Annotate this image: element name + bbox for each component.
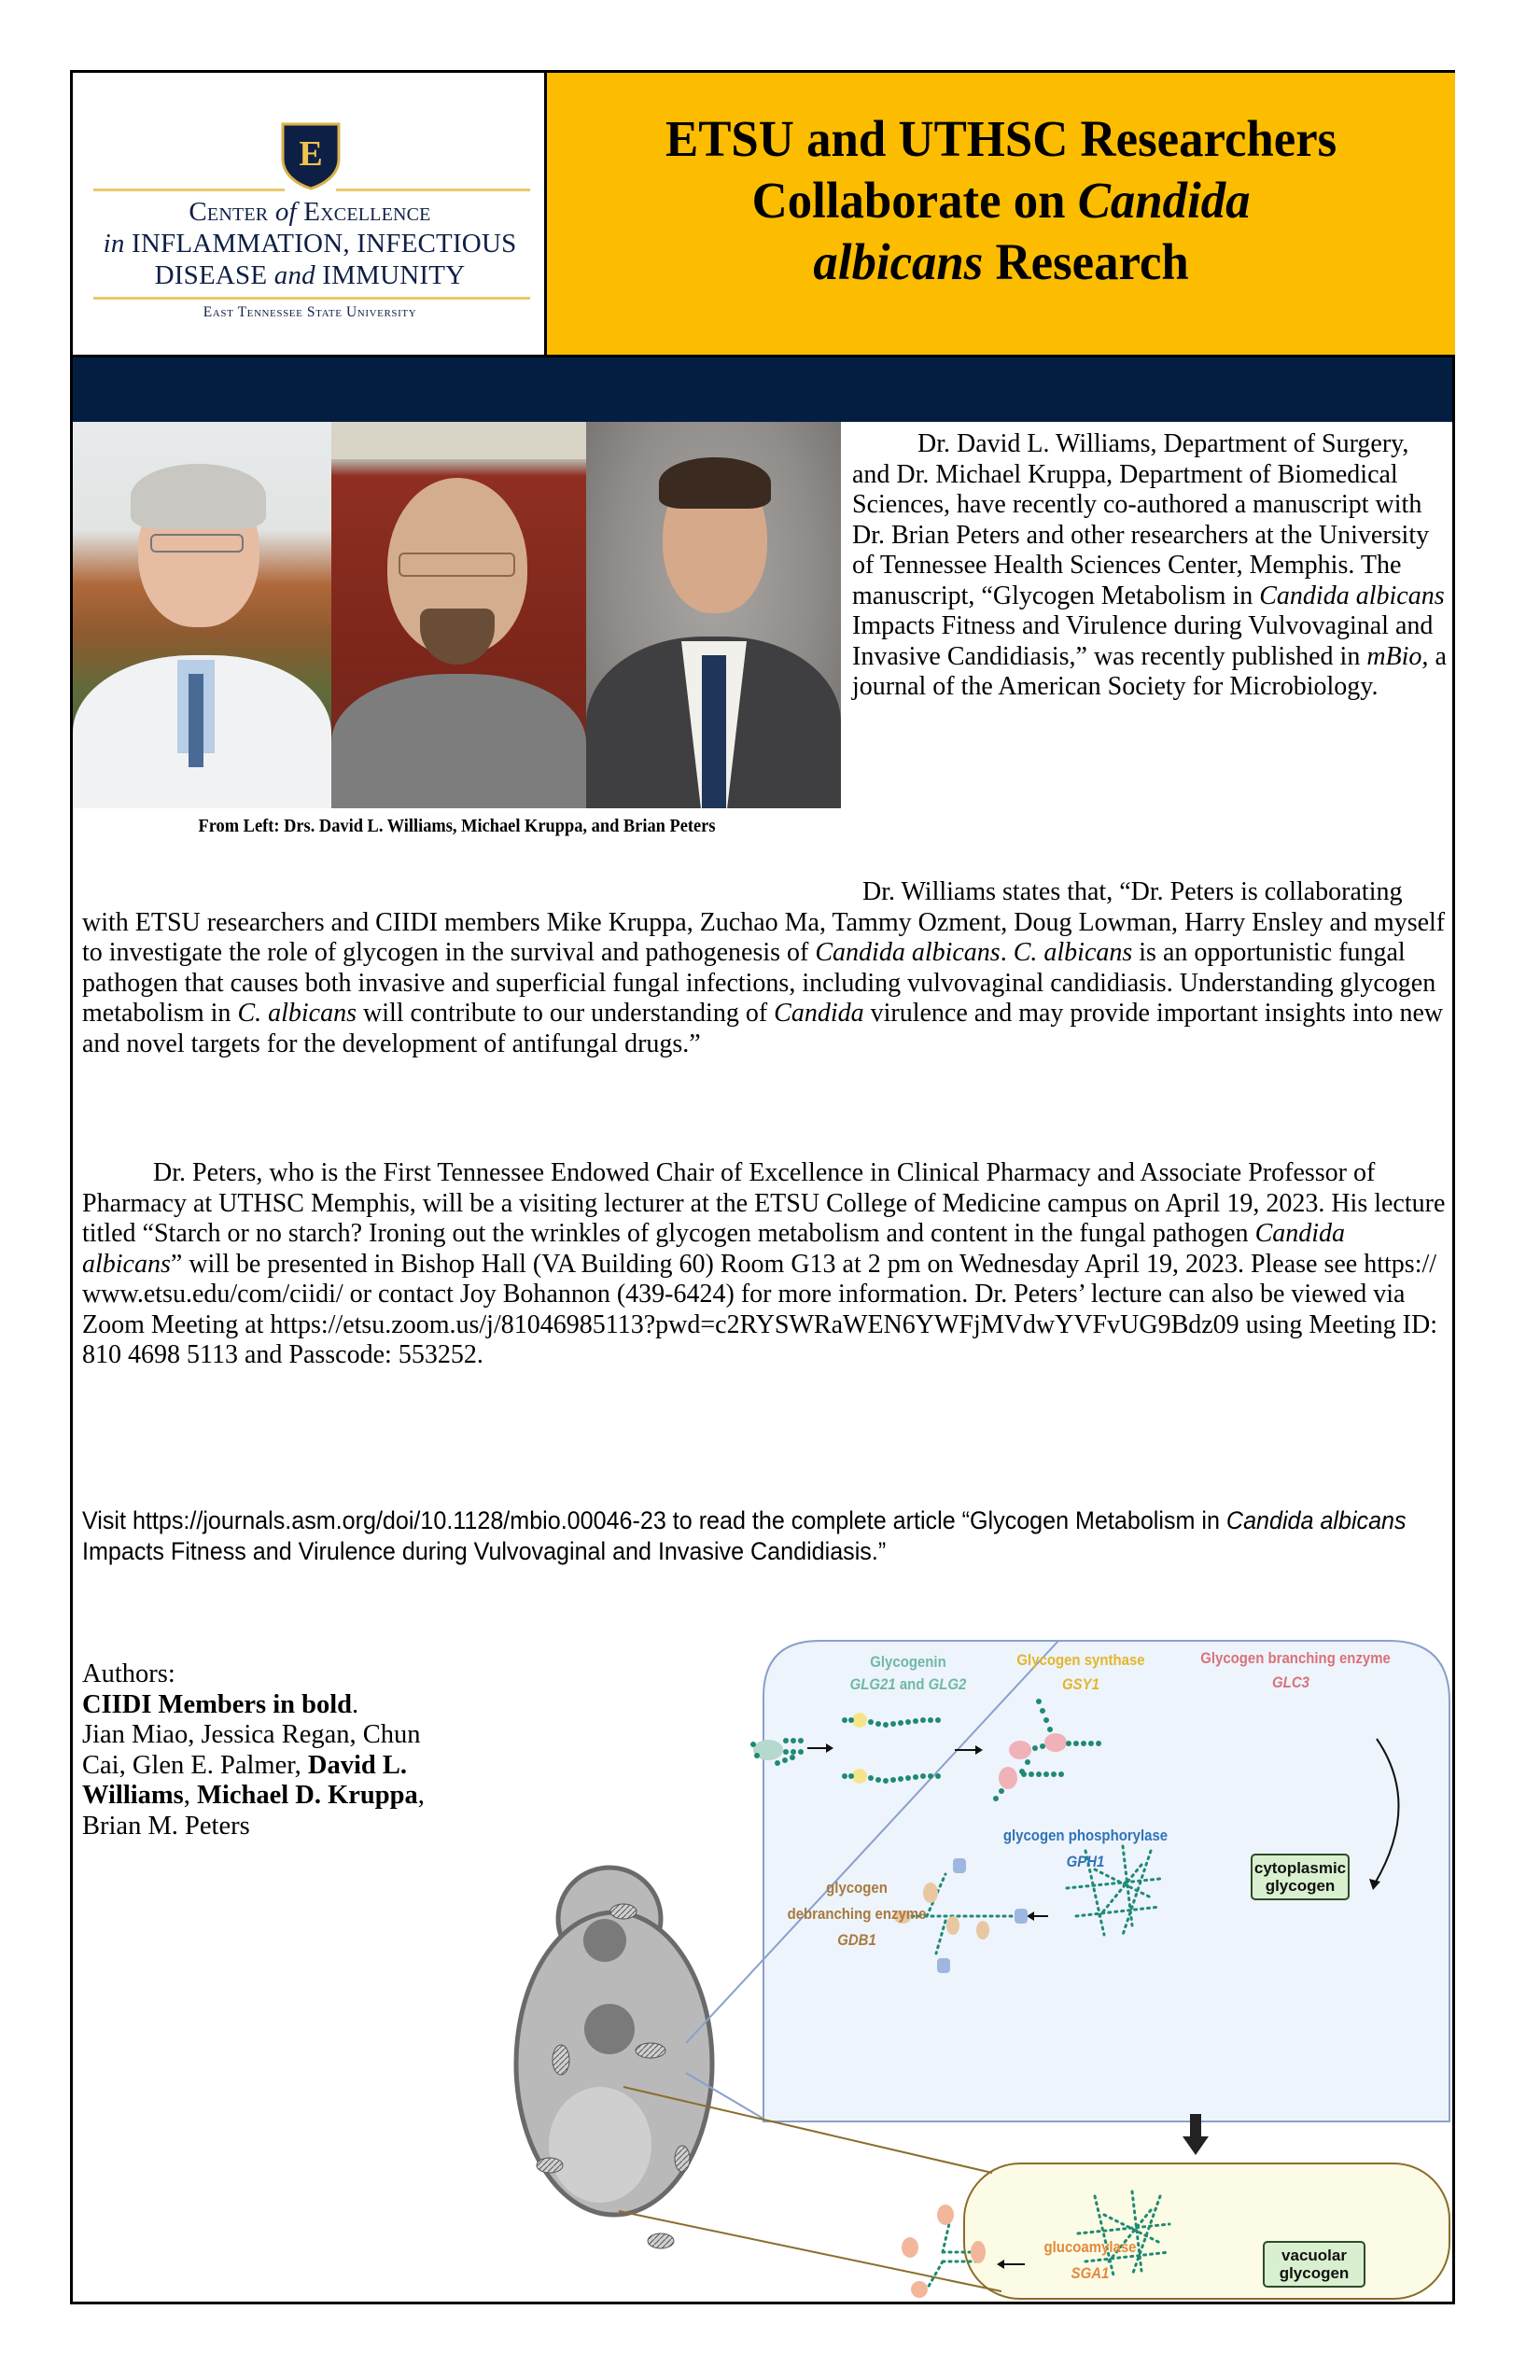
label-glycogenin-genes: GLG21 and GLG2 bbox=[849, 1675, 967, 1693]
navy-divider-band bbox=[73, 355, 1452, 422]
article-link-paragraph: Visit https://journals.asm.org/doi/10.1128/mbio.00046-23 to read the complete article “Glycogen Metabolism in Candida albicans Impacts Fitness and Virulence during Vulvovaginal and Invasive Candidiasis.” bbox=[82, 1506, 1407, 1565]
label-branching-enzyme: Glycogen branching enzyme bbox=[1200, 1649, 1391, 1667]
headline: ETSU and UTHSC Researchers Collaborate on Candida albicans Research bbox=[665, 110, 1337, 290]
label-gdb1: GDB1 bbox=[837, 1931, 876, 1949]
label-glc3: GLC3 bbox=[1272, 1673, 1309, 1691]
label-gsy1: GSY1 bbox=[1062, 1675, 1099, 1693]
cytoplasmic-glycogen-label: cytoplasmic glycogen bbox=[1251, 1854, 1350, 1900]
lecture-announcement-paragraph: Dr. Peters, who is the First Tennessee Endowed Chair of Excellence in Clinical Pharmacy and Associate Professor of Pharmacy at UTHSC Memphis, will be a visiting lecturer at the ETSU College of Medicine campus on April 19, 2023. His lecture titled “Starch or no starch? Ironing out the wrinkles of glycogen metabolism and content in the fungal pathogen Candida albicans” will be presented in Bishop Hall (VA Building 60) Room G13 at 2 pm on Wednesday April 19, 2023. Please see https://​www.etsu.edu/com/ciidi/ or contact Joy Bohannon (439-6424) for more information. Dr. Peters’ lecture can also be viewed via Zoom Meeting at https://etsu.zoom.us/j/81046985113?​pwd=c2RYSWRaWEN6YWFjMVdwYVFvUG9Bdz09 using Meeting ID: 810 4698 5113 and Passcode: 553252. bbox=[82, 1158, 1446, 1369]
logo-rule-right bbox=[336, 189, 530, 191]
authors-list bbox=[82, 1659, 465, 1841]
headline-banner bbox=[547, 73, 1455, 355]
authors-names: Jian Miao, Jessica Regan, Chun Cai, Glen E. Palmer, David L. Williams, Michael D. Kruppa, Brian M. Peters bbox=[82, 1720, 425, 1841]
label-gph1: GPH1 bbox=[1066, 1853, 1105, 1870]
vacuolar-glycogen-label: vacuolar glycogen bbox=[1263, 2241, 1365, 2288]
label-glycogen-synthase: Glycogen synthase bbox=[1016, 1651, 1145, 1669]
authors-note: CIIDI Members in bold. bbox=[82, 1689, 359, 1719]
researcher-photos bbox=[73, 422, 841, 808]
ciidi-logo bbox=[73, 73, 547, 355]
logo-rule-left bbox=[93, 189, 285, 191]
logo-rule-bottom bbox=[93, 297, 530, 300]
label-glycogen-debranching-2: debranching enzyme bbox=[787, 1905, 927, 1923]
etsu-shield-icon bbox=[280, 121, 342, 190]
photo-brian-peters bbox=[586, 422, 841, 808]
figure-graphics bbox=[441, 1617, 1454, 2303]
williams-quote-paragraph: Dr. Williams states that, “Dr. Peters is collaborating with ETSU researchers and CIIDI members Mike Kruppa, Zuchao Ma, Tammy Ozment, Doug Lowman, Harry Ensley and myself to investigate the role of glycogen in the survival and pathogenesis of Candida albicans. C. albicans is an opportunistic fungal pathogen that causes both invasive and superficial fungal infections, including vulvovaginal candidiasis. Understanding glycogen metabolism in C. albicans will contribute to our understanding of Candida virulence and may provide important insights into new and novel targets for the development of antifungal drugs.” bbox=[82, 877, 1446, 1058]
label-glycogen-phosphorylase: glycogen phosphorylase bbox=[1002, 1827, 1169, 1844]
photo-michael-kruppa bbox=[331, 422, 586, 808]
logo-line-2: in INFLAMMATION, INFECTIOUS bbox=[103, 229, 517, 259]
intro-paragraph: Dr. David L. Williams, Department of Surgery, and Dr. Michael Kruppa, Department of Biomedical Sciences, have recently co-authored a manuscript with Dr. Brian Peters and other researchers at the University of Tennessee Health Sciences Center, Memphis. The manuscript, “Glycogen Metabolism in Candida albicans Impacts Fitness and Virulence during Vulvovaginal and Invasive Candidiasis,” was recently published in mBio, a journal of the American Society for Microbiology. bbox=[852, 429, 1447, 701]
label-glycogenin: Glycogenin bbox=[870, 1653, 946, 1671]
flyer-frame bbox=[70, 70, 1455, 2304]
glycogen-metabolism-figure bbox=[441, 1617, 1454, 2303]
label-glycogen-debranching-1: glycogen bbox=[826, 1879, 888, 1897]
logo-line-1: Center of Excellence bbox=[189, 197, 431, 227]
logo-line-3: DISEASE and IMMUNITY bbox=[154, 260, 466, 290]
label-sga1: SGA1 bbox=[1071, 2264, 1110, 2282]
photo-caption: From Left: Drs. David L. Williams, Michael Kruppa, and Brian Peters bbox=[198, 816, 716, 836]
authors-heading: Authors: bbox=[82, 1659, 175, 1688]
label-glucoamylase: glucoamylase bbox=[1043, 2238, 1137, 2256]
logo-university: East Tennessee State University bbox=[203, 304, 417, 320]
svg-text:E: E bbox=[299, 134, 323, 174]
photo-david-williams bbox=[73, 422, 331, 808]
yeast-cell-icon bbox=[516, 1868, 712, 2248]
